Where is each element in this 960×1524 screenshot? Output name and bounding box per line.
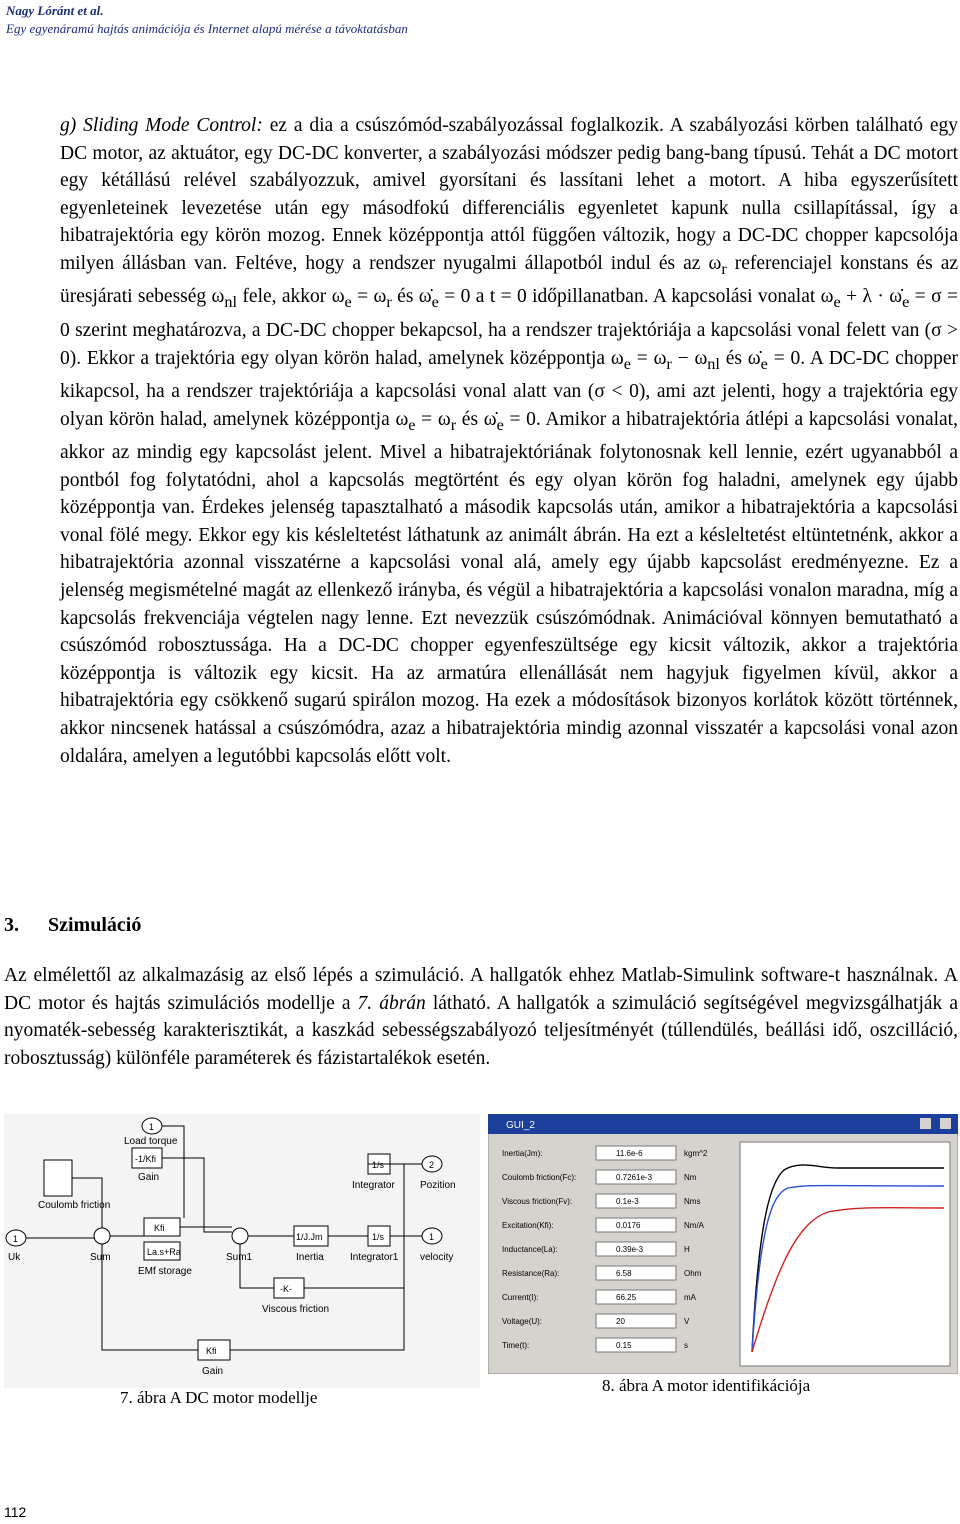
param-value: 0.0176 xyxy=(616,1221,641,1230)
label-velocity: velocity xyxy=(420,1252,454,1263)
label-viscous: Viscous friction xyxy=(262,1304,330,1315)
param-label: Coulomb friction(Fc): xyxy=(502,1173,577,1182)
param-value: 20 xyxy=(616,1317,625,1326)
label-position: Pozition xyxy=(420,1180,456,1191)
label-gain: Gain xyxy=(202,1366,224,1377)
param-unit: Nms xyxy=(684,1197,701,1206)
label-inertia: Inertia xyxy=(296,1252,324,1263)
running-header xyxy=(6,2,408,38)
param-input[interactable] xyxy=(596,1266,676,1280)
window-titlebar xyxy=(488,1114,958,1134)
close-icon[interactable] xyxy=(940,1118,951,1129)
header-author: Nagy Lóránt et al. xyxy=(6,3,104,18)
param-label: Current(I): xyxy=(502,1293,539,1302)
label-sum1: Sum1 xyxy=(226,1252,253,1263)
param-row xyxy=(502,1290,697,1304)
sum1-block xyxy=(232,1228,248,1244)
label-int-1s: 1/s xyxy=(372,1160,385,1170)
label-out1: 1 xyxy=(429,1232,435,1242)
label-sum: Sum xyxy=(90,1252,111,1263)
label-in1: 1 xyxy=(149,1122,155,1132)
param-unit: Ohm xyxy=(684,1269,702,1278)
param-label: Inertia(Jm): xyxy=(502,1149,543,1158)
param-label: Resistance(Ra): xyxy=(502,1269,560,1278)
figure-reference: 7. ábrán xyxy=(357,992,426,1014)
param-row xyxy=(502,1218,705,1232)
label-integrator1: Integrator1 xyxy=(350,1252,399,1263)
param-value: 0.1e-3 xyxy=(616,1197,639,1206)
param-value: 0.7261e-3 xyxy=(616,1173,653,1182)
param-unit: kgm^2 xyxy=(684,1149,708,1158)
label-kfi2: Kfi xyxy=(206,1346,217,1356)
label-ls: La.s+Ra xyxy=(147,1247,181,1257)
section-number: 3. xyxy=(4,914,19,936)
param-value: 0.39e-3 xyxy=(616,1245,644,1254)
param-label: Viscous friction(Fv): xyxy=(502,1197,573,1206)
param-unit: Nm xyxy=(684,1173,697,1182)
figure-7-caption: 7. ábra A DC motor modellje xyxy=(120,1388,318,1407)
header-title: Egy egyenáramú hajtás animációja és Internet alapú mérése a távoktatásban xyxy=(6,21,408,36)
param-label: Inductance(La): xyxy=(502,1245,558,1254)
section-heading xyxy=(4,914,141,937)
minimize-icon[interactable] xyxy=(920,1118,931,1129)
param-unit: s xyxy=(684,1341,688,1350)
label-uk-num: 1 xyxy=(13,1234,19,1244)
param-row xyxy=(502,1266,702,1280)
window-title: GUI_2 xyxy=(506,1120,535,1131)
label-coulomb: Coulomb friction xyxy=(38,1200,111,1211)
page-number: 112 xyxy=(4,1504,27,1520)
param-label: Voltage(U): xyxy=(502,1317,543,1326)
label-uk: Uk xyxy=(8,1252,21,1263)
param-unit: V xyxy=(684,1317,690,1326)
param-row xyxy=(502,1242,690,1256)
figure-7-simulink-diagram xyxy=(4,1114,480,1388)
param-input[interactable] xyxy=(596,1338,676,1352)
label-int1-1s: 1/s xyxy=(372,1232,385,1242)
label-gain1-name: Gain xyxy=(138,1172,160,1183)
paragraph-lead: g) Sliding Mode Control: xyxy=(60,115,263,136)
label-load-torque: Load torque xyxy=(124,1136,178,1147)
label-neg-k: -K- xyxy=(280,1284,292,1294)
param-row xyxy=(502,1170,697,1184)
sliding-mode-paragraph: g) Sliding Mode Control: ez a dia a csúszómód-szabályozással foglalkozik. A szabályozási körben található egy DC motor, az aktuátor, egy DC-DC konverter, a szabályozási módszer pedig bang-bang típusú. Tehát a DC motort egy kétállású relével szabályozzuk, amivel gyorsítani és lassítani lehet a motort. A hiba egyszerűsített egyenleteinek levezetése után egy másodfokú differenciális egyenletet kapunk nulla csillapítással, így a hibatrajektória egy körön mozog. Ennek középpontja attól függően változik, hogy a DC-DC chopper kapcsolója milyen állásban van. Feltéve, hogy a rendszer nyugalmi állapotból indul és az $\omega_r$ referenciajel konstans és az üresjárati sebesség $\omega_{nl}$ fele, akkor $\omega_e = \omega_r$ és $\omegȧ_e = 0$ a t = 0 időpillanatban. A kapcsolási vonalat $\omega_e + \lambda$ · $\omegȧ_e = \sigma = 0$ szerint meghatározva, a DC-DC chopper bekapcsol, ha a rendszer trajektóriája a kapcsolási vonal felett van (σ > 0). Ekkor a trajektória egy olyan körön halad, amelynek középpontja $\omega_e = \omega_r - \omega_{nl}$ és $\omegȧ_e = 0$. A DC-DC chopper kikapcsol, ha a rendszer trajektóriája a kapcsolási vonal alatt van (σ < 0), ami azt jelenti, hogy a trajektória egy olyan körön halad, amelynek középpontja $\omega_e = \omega_r$ és $\omegȧ_e = 0$. Amikor a hibatrajektória átlépi a kapcsolási vonalat, akkor az mindig egy kapcsolást jelent. Mivel a hibatrajektóriának folytonosnak kell lennie, ezért ugyanabból a pontból fog folytatódni, ahol a kapcsolás megtörtént és egy olyan körön fog haladni, amelynek egy újabb középpontja van. Érdekes jelenség tapasztalható a második kapcsolás után, amikor a hibatrajektória a kapcsolási vonal fölé megy. Ekkor egy kis késleltetést láthatunk az animált ábrán. Ha ezt a késleltetést eltüntetnénk, akkor a hibatrajektória azonnal visszatérne a kapcsolási vonal alá, amely egy újabb kapcsolást eredményezne. Ez a jelenség megismételné magát az ellenkező irányba, és végül a hibatrajektória a kapcsolási vonalon maradna, míg a kapcsolás frekvenciája végtelen nagy lenne. Ezt nevezzük csúszómódnak. Animációval könnyen bemutatható a csúszómód robosztussága. Ha a DC-DC chopper egyenfeszültsége egy kicsit változik, akkor a trajektória középpontja is változik egy kicsit. Ha az armatúra ellenállását nem hagyjuk figyelmen kívül, akkor a hibatrajektória egy csökkenő sugarú spirálon mozog. Ha ezek a módosítások bizonyos korlátok között történnek, akkor nincsenek hatással a csúszómódra, azaz a hibatrajektória mindig azonnal visszatér a kapcsolási vonal azon oldalára, amelyen a legutóbbi kapcsolás előtt volt. xyxy=(60,115,958,767)
sum-block xyxy=(94,1228,110,1244)
param-unit: Nm/A xyxy=(684,1221,704,1230)
param-row xyxy=(502,1314,690,1328)
param-unit: mA xyxy=(684,1293,696,1302)
param-value: 66.25 xyxy=(616,1293,637,1302)
label-integrator: Integrator xyxy=(352,1180,395,1191)
param-value: 0.15 xyxy=(616,1341,632,1350)
coulomb-friction-block xyxy=(44,1160,72,1196)
param-value: 6.58 xyxy=(616,1269,632,1278)
param-unit: H xyxy=(684,1245,690,1254)
param-label: Excitation(Kfi): xyxy=(502,1221,554,1230)
param-input[interactable] xyxy=(596,1314,676,1328)
label-out2: 2 xyxy=(429,1160,435,1170)
figure-8-caption: 8. ábra A motor identifikációja xyxy=(602,1376,811,1395)
response-plot-area xyxy=(740,1142,950,1366)
section-title: Szimuláció xyxy=(48,914,142,936)
label-kfi: Kfi xyxy=(154,1223,165,1233)
param-row xyxy=(502,1194,700,1208)
label-emf: EMf storage xyxy=(138,1266,192,1277)
section-paragraph: Az elmélettől az alkalmazásig az első lépés a szimuláció. A hallgatók ehhez Matlab-Simulink software-t használnak. A DC motor és hajtás szimulációs modellje a 7. ábrán látható. A hallgatók a szimuláció segítségével megvizsgálhatják a nyomaték-sebesség karakterisztikát, a kaszkád sebességszabályozó teljesítményét (túllendülés, beállási idő, oszcilláció, robosztusság) különféle paraméterek és fázistartalékok esetén. xyxy=(4,965,958,1069)
label-inertia-gain: 1/J.Jm xyxy=(296,1232,323,1242)
figure-8-gui-window xyxy=(488,1114,958,1374)
label-gain1: -1/Kfi xyxy=(135,1154,157,1164)
param-value: 11.6e-6 xyxy=(616,1149,643,1158)
param-label: Time(t): xyxy=(502,1341,530,1350)
